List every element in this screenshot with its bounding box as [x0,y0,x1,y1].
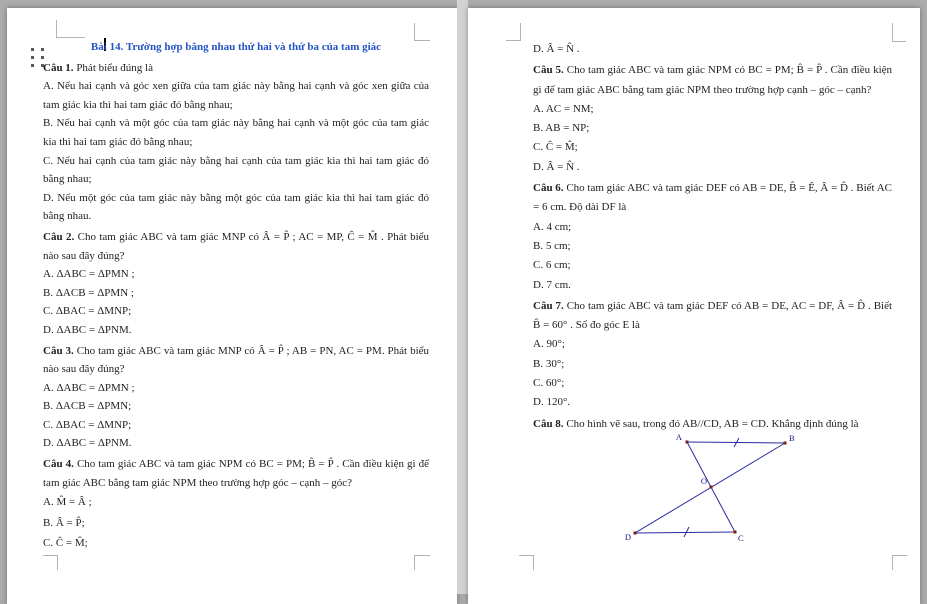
question-8-text: Cho hình vẽ sau, trong đó AB//CD, AB = CD. Khẳng định đúng là [566,417,859,430]
option-line: B. Nếu hai cạnh và một góc của tam giác này bằng hai cạnh và một góc của tam giác kia thì hai tam giác đó bằng nhau; [43,117,429,148]
option-line: B. 5 cm; [533,239,571,252]
point-label-B: B [789,433,795,443]
question-5-text: Cho tam giác ABC và tam giác NPM có BC = PM; B̂ = P̂ . Cần điều kiện gì để tam giác ABC bằng tam giác NPM theo trường hợp cạnh – góc – cạnh? [533,64,893,96]
question-7-text: Cho tam giác ABC và tam giác DEF có AB = DE, AC = DF, Â = D̂ . Biết B̂ = 60° . Số đo góc E là [533,299,893,332]
option-line: D. ΔABC = ΔPNM. [43,323,132,336]
question-5 [533,61,892,177]
question-6 [533,179,892,295]
question-6-stem [533,179,892,218]
question-2-text: Cho tam giác ABC và tam giác MNP có Â = P̂ ; AC = MP, Ĉ = M̂ . Phát biểu nào sau đây đúng? [43,230,430,262]
question-1-text: Phát biểu đúng là [76,61,153,74]
question-3-stem [43,342,429,379]
question-6-label: Câu 6. [533,182,564,195]
question-6-text: Cho tam giác ABC và tam giác DEF có AB = DE, B̂ = Ê, Â = D̂ . Biết AC = 6 cm. Độ dài DF là [533,182,893,214]
text-boundary-mark [892,23,906,42]
option-line: B. Â = P̂; [43,516,85,529]
option-line: C. Nếu hai cạnh của tam giác này bằng hai cạnh của tam giác kia thì hai tam giác đó bằng nhau; [43,154,429,186]
option-line: D. Nếu một góc của tam giác này bằng một góc của tam giác kia thì hai tam giác đó bằng nhau. [43,191,429,223]
question-4-label: Câu 4. [43,458,74,471]
option-line: B. ΔACB = ΔPMN; [43,400,132,413]
text-boundary-mark [414,555,430,570]
text-boundary-mark [43,555,58,570]
text-boundary-mark [519,555,534,570]
question-3-text: Cho tam giác ABC và tam giác MNP có Â = P̂ ; AB = PN, AC = PM. Phát biểu nào sau đây đúng? [43,344,430,376]
option-line: C. Ĉ = M̂; [533,141,578,154]
option-line: C. ΔBAC = ΔMNP; [43,418,132,431]
page-left [7,8,457,604]
option-line: A. 4 cm; [533,220,572,233]
question-3-label: Câu 3. [43,344,74,357]
option-line: D. ΔABC = ΔPNM. [43,437,132,450]
left-text-column [43,38,429,554]
segment-DC [635,532,735,533]
question-4-stem [43,455,429,492]
page-gutter [457,0,468,594]
option-line: A. M̂ = Â ; [43,496,92,509]
question-7-label: Câu 7. [533,299,564,312]
point-D [634,532,637,535]
question-7 [533,297,892,413]
point-label-D: D [624,532,631,542]
point-A [686,441,689,444]
point-label-O: O [700,476,707,486]
question-2-label: Câu 2. [43,230,75,243]
question-2-stem [43,228,429,265]
text-boundary-mark [892,555,907,570]
page-right [468,8,920,604]
option-line: D. Â = N̂ . [533,43,580,55]
question-1 [43,59,429,226]
option-line: B. ΔACB = ΔPMN ; [43,286,134,299]
point-B [784,442,787,445]
lesson-title: Bài 14. Trường hợp bằng nhau thứ hai và thứ ba của tam giác [90,41,382,53]
right-text-column [533,40,892,434]
text-boundary-mark [506,23,521,41]
question-8-label: Câu 8. [533,417,564,430]
option-line: C. 60°; [533,377,565,390]
question-7-stem [533,297,892,336]
question-1-stem [43,59,429,78]
point-label-C: C [738,533,744,543]
point-O [710,486,713,489]
option-line: D. 7 cm. [533,278,571,291]
option-line: B. AB = NP; [533,122,590,135]
question-3 [43,342,429,454]
option-line: B. 30°; [533,357,565,370]
question-4 [43,455,429,554]
text-boundary-mark [56,20,85,38]
option-line: A. 90°; [533,338,565,351]
question-5-label: Câu 5. [533,64,564,77]
option-line: A. Nếu hai cạnh và góc xen giữa của tam giác này bằng hai cạnh và góc xen giữa của tam giác kia thì hai tam giác đó bằng nhau; [43,80,429,111]
option-line: A. ΔABC = ΔPMN ; [43,381,135,394]
question-2 [43,228,429,340]
question-5-stem [533,61,892,100]
option-line: A. AC = NM; [533,102,594,115]
question-1-label: Câu 1. [43,61,74,74]
option-line: C. Ĉ = M̂; [43,537,88,550]
point-C [734,531,737,534]
option-line: C. 6 cm; [533,259,571,272]
option-line: D. Â = N̂ . [533,160,580,173]
geometry-figure [590,430,815,565]
option-line: D. 120°. [533,396,571,409]
question-4-text: Cho tam giác ABC và tam giác NPM có BC = PM; B̂ = P̂ . Cần điều kiện gì để tam giác ABC bằng tam giác NPM theo trường hợp góc – cạnh – góc? [43,458,430,489]
option-line: A. ΔABC = ΔPMN ; [43,268,135,281]
option-line: C. ΔBAC = ΔMNP; [43,305,132,318]
point-label-A: A [675,432,682,442]
